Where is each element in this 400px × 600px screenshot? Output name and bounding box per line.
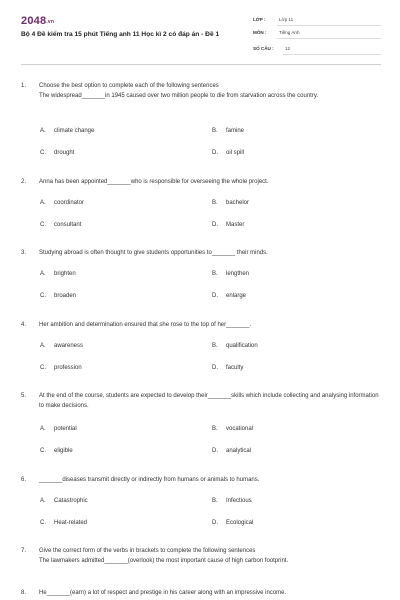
option-b[interactable] (212, 200, 249, 206)
question-number: 1. (21, 83, 27, 89)
option-text: climate change (54, 128, 95, 134)
divider (283, 54, 381, 55)
question-text: _______diseases transmit directly or indirectly from humans or animals to humans. (39, 477, 260, 483)
option-text: broaden (54, 293, 77, 299)
option-text: potential (54, 426, 77, 432)
logo-text: 2048 (21, 15, 47, 27)
option-letter: B. (212, 200, 218, 206)
option-letter: C. (40, 222, 46, 228)
question-number: 8. (21, 590, 27, 596)
question-text: Studying abroad is often thought to give students opportunities to_______ their minds. (39, 250, 268, 256)
site-logo[interactable] (21, 15, 54, 27)
option-c[interactable] (40, 520, 87, 526)
option-a[interactable] (40, 200, 84, 206)
meta-value: Tiếng Anh (279, 30, 300, 35)
option-letter: D. (212, 520, 218, 526)
document-header (21, 14, 381, 54)
option-text: drought (54, 150, 75, 156)
meta-label: LỚP : (253, 17, 266, 22)
option-letter: C. (40, 520, 46, 526)
option-letter: B. (212, 426, 218, 432)
question-text: Her ambition and determination ensured that she rose to the top of her_______. (39, 322, 252, 328)
option-text: faculty (226, 365, 244, 371)
option-text: profession (54, 365, 82, 371)
meta-label: SỐ CÂU : (253, 46, 274, 51)
option-letter: D. (212, 222, 218, 228)
question-text: Give the correct form of the verbs in brackets to complete the following sentences The lawmakers admitted_______(overlook) the most important cause of high carbon footprint. (39, 548, 289, 564)
option-c[interactable] (40, 448, 73, 454)
option-letter: D. (212, 448, 218, 454)
option-letter: D. (212, 293, 218, 299)
option-a[interactable] (40, 343, 83, 349)
option-a[interactable] (40, 498, 88, 504)
option-a[interactable] (40, 426, 77, 432)
question-text: Choose the best option to complete each of the following sentences The widespread_______in 1945 caused over two million people to die from starvation across the country. (39, 83, 319, 99)
option-letter: C. (40, 365, 46, 371)
option-letter: A. (40, 343, 46, 349)
option-text: consultant (54, 222, 82, 228)
question-number: 7. (21, 548, 27, 554)
divider (277, 25, 381, 26)
option-text: awareness (54, 343, 84, 349)
meta-label: MÔN : (253, 30, 267, 35)
meta-value: Lớp 11 (279, 17, 294, 22)
option-c[interactable] (40, 222, 81, 228)
option-letter: C. (40, 293, 46, 299)
option-b[interactable] (212, 426, 253, 432)
option-text: oil spill (226, 150, 245, 156)
logo-suffix: .vn (46, 19, 55, 25)
question-text: At the end of the course, students are expected to develop their_______skills which include collecting and analysing information to make decisions. (39, 393, 379, 409)
meta-value: 12 (285, 46, 291, 51)
option-text: Master (226, 222, 245, 228)
question-number: 3. (21, 250, 27, 256)
option-b[interactable] (212, 498, 252, 504)
option-text: Infectious (226, 498, 252, 504)
option-letter: B. (212, 498, 218, 504)
option-d[interactable] (212, 365, 243, 371)
option-letter: B. (212, 271, 218, 277)
option-letter: B. (212, 128, 218, 134)
question-text: Anna has been appointed_______who is responsible for overseeing the whole project. (39, 179, 269, 185)
header-divider (21, 64, 381, 65)
option-letter: D. (212, 365, 218, 371)
question-number: 2. (21, 179, 27, 185)
option-c[interactable] (40, 365, 82, 371)
option-letter: A. (40, 498, 46, 504)
option-letter: C. (40, 150, 46, 156)
meta-row-subject (253, 27, 381, 41)
option-text: qualification (226, 343, 258, 349)
option-text: analytical (226, 448, 252, 454)
option-c[interactable] (40, 150, 74, 156)
option-b[interactable] (212, 128, 244, 134)
option-d[interactable] (212, 520, 253, 526)
option-b[interactable] (212, 271, 249, 277)
option-text: famine (226, 128, 245, 134)
option-text: enlarge (226, 293, 247, 299)
option-text: Catastrophic (54, 498, 88, 504)
option-text: bachelor (226, 200, 250, 206)
option-text: eligible (54, 448, 73, 454)
option-d[interactable] (212, 448, 251, 454)
divider (277, 38, 381, 39)
option-d[interactable] (212, 150, 244, 156)
question-text: He_______(earn) a lot of respect and prestige in his career along with an impressive income. (39, 590, 287, 596)
option-letter: A. (40, 271, 46, 277)
meta-row-class (253, 14, 381, 28)
option-letter: A. (40, 426, 46, 432)
meta-row-count (253, 43, 381, 57)
option-c[interactable] (40, 293, 76, 299)
option-a[interactable] (40, 271, 76, 277)
question-number: 4. (21, 322, 27, 328)
document-title: Bộ 4 Đề kiểm tra 15 phút Tiếng anh 11 Học kì 2 có đáp án - Đề 1 (21, 31, 220, 38)
option-text: coordinator (54, 200, 85, 206)
option-letter: B. (212, 343, 218, 349)
option-letter: D. (212, 150, 218, 156)
option-d[interactable] (212, 222, 244, 228)
option-a[interactable] (40, 128, 94, 134)
option-d[interactable] (212, 293, 246, 299)
option-b[interactable] (212, 343, 258, 349)
option-text: lengthen (226, 271, 250, 277)
option-text: brighten (54, 271, 76, 277)
question-number: 5. (21, 393, 27, 399)
option-text: Ecological (226, 520, 254, 526)
option-text: vocational (226, 426, 254, 432)
option-text: Heat-related (54, 520, 88, 526)
option-letter: C. (40, 448, 46, 454)
option-letter: A. (40, 128, 46, 134)
question-number: 6. (21, 477, 27, 483)
option-letter: A. (40, 200, 46, 206)
